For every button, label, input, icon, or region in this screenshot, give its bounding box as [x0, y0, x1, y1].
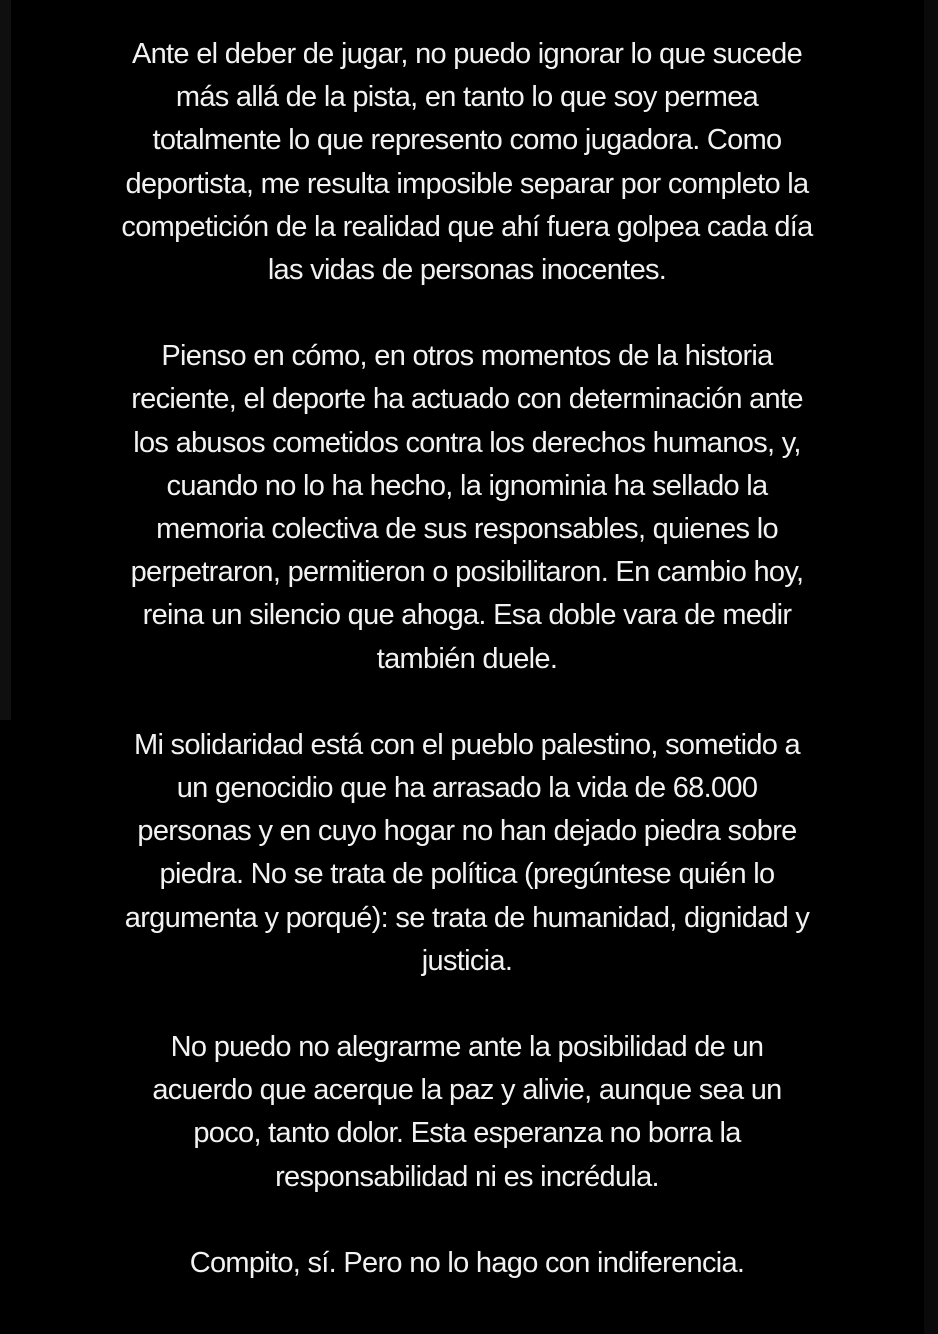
- story-paragraph-5: Compito, sí. Pero no lo hago con indiferencia.: [189, 1246, 745, 1279]
- story-text-block: [120, 33, 814, 1285]
- background-ui-right-edge: [924, 0, 938, 1334]
- background-ui-left-edge: [0, 0, 11, 720]
- story-paragraph-4: No puedo no alegrarme ante la posibilidad de un acuerdo que acerque la paz y alivie, aunque sea un poco, tanto dolor. Esta esperanza no borra la responsabilidad ni es incrédula.: [152, 1031, 782, 1193]
- story-paragraph-3: Mi solidaridad está con el pueblo palestino, sometido a un genocidio que ha arrasado la vida de 68.000 personas y en cuyo hogar no han dejado piedra sobre piedra. No se trata de política (pregúntese quién lo argumenta y porqué): se trata de humanidad, dignidad y justicia.: [124, 728, 810, 977]
- story-paragraph-2: Pienso en cómo, en otros momentos de la historia reciente, el deporte ha actuado con determinación ante los abusos cometidos contra los derechos humanos, y, cuando no lo ha hecho, la ignominia ha sellado la memoria colectiva de sus responsables, quienes lo perpetraron, permitieron o posibilitaron. En cambio hoy, reina un silencio que ahoga. Esa doble vara de medir también duele.: [130, 340, 804, 675]
- story-paragraph-1: Ante el deber de jugar, no puedo ignorar lo que sucede más allá de la pista, en tanto lo que soy permea totalmente lo que represento como jugadora. Como deportista, me resulta imposible separar por completo la competición de la realidad que ahí fuera golpea cada día las vidas de personas inocentes.: [121, 38, 813, 287]
